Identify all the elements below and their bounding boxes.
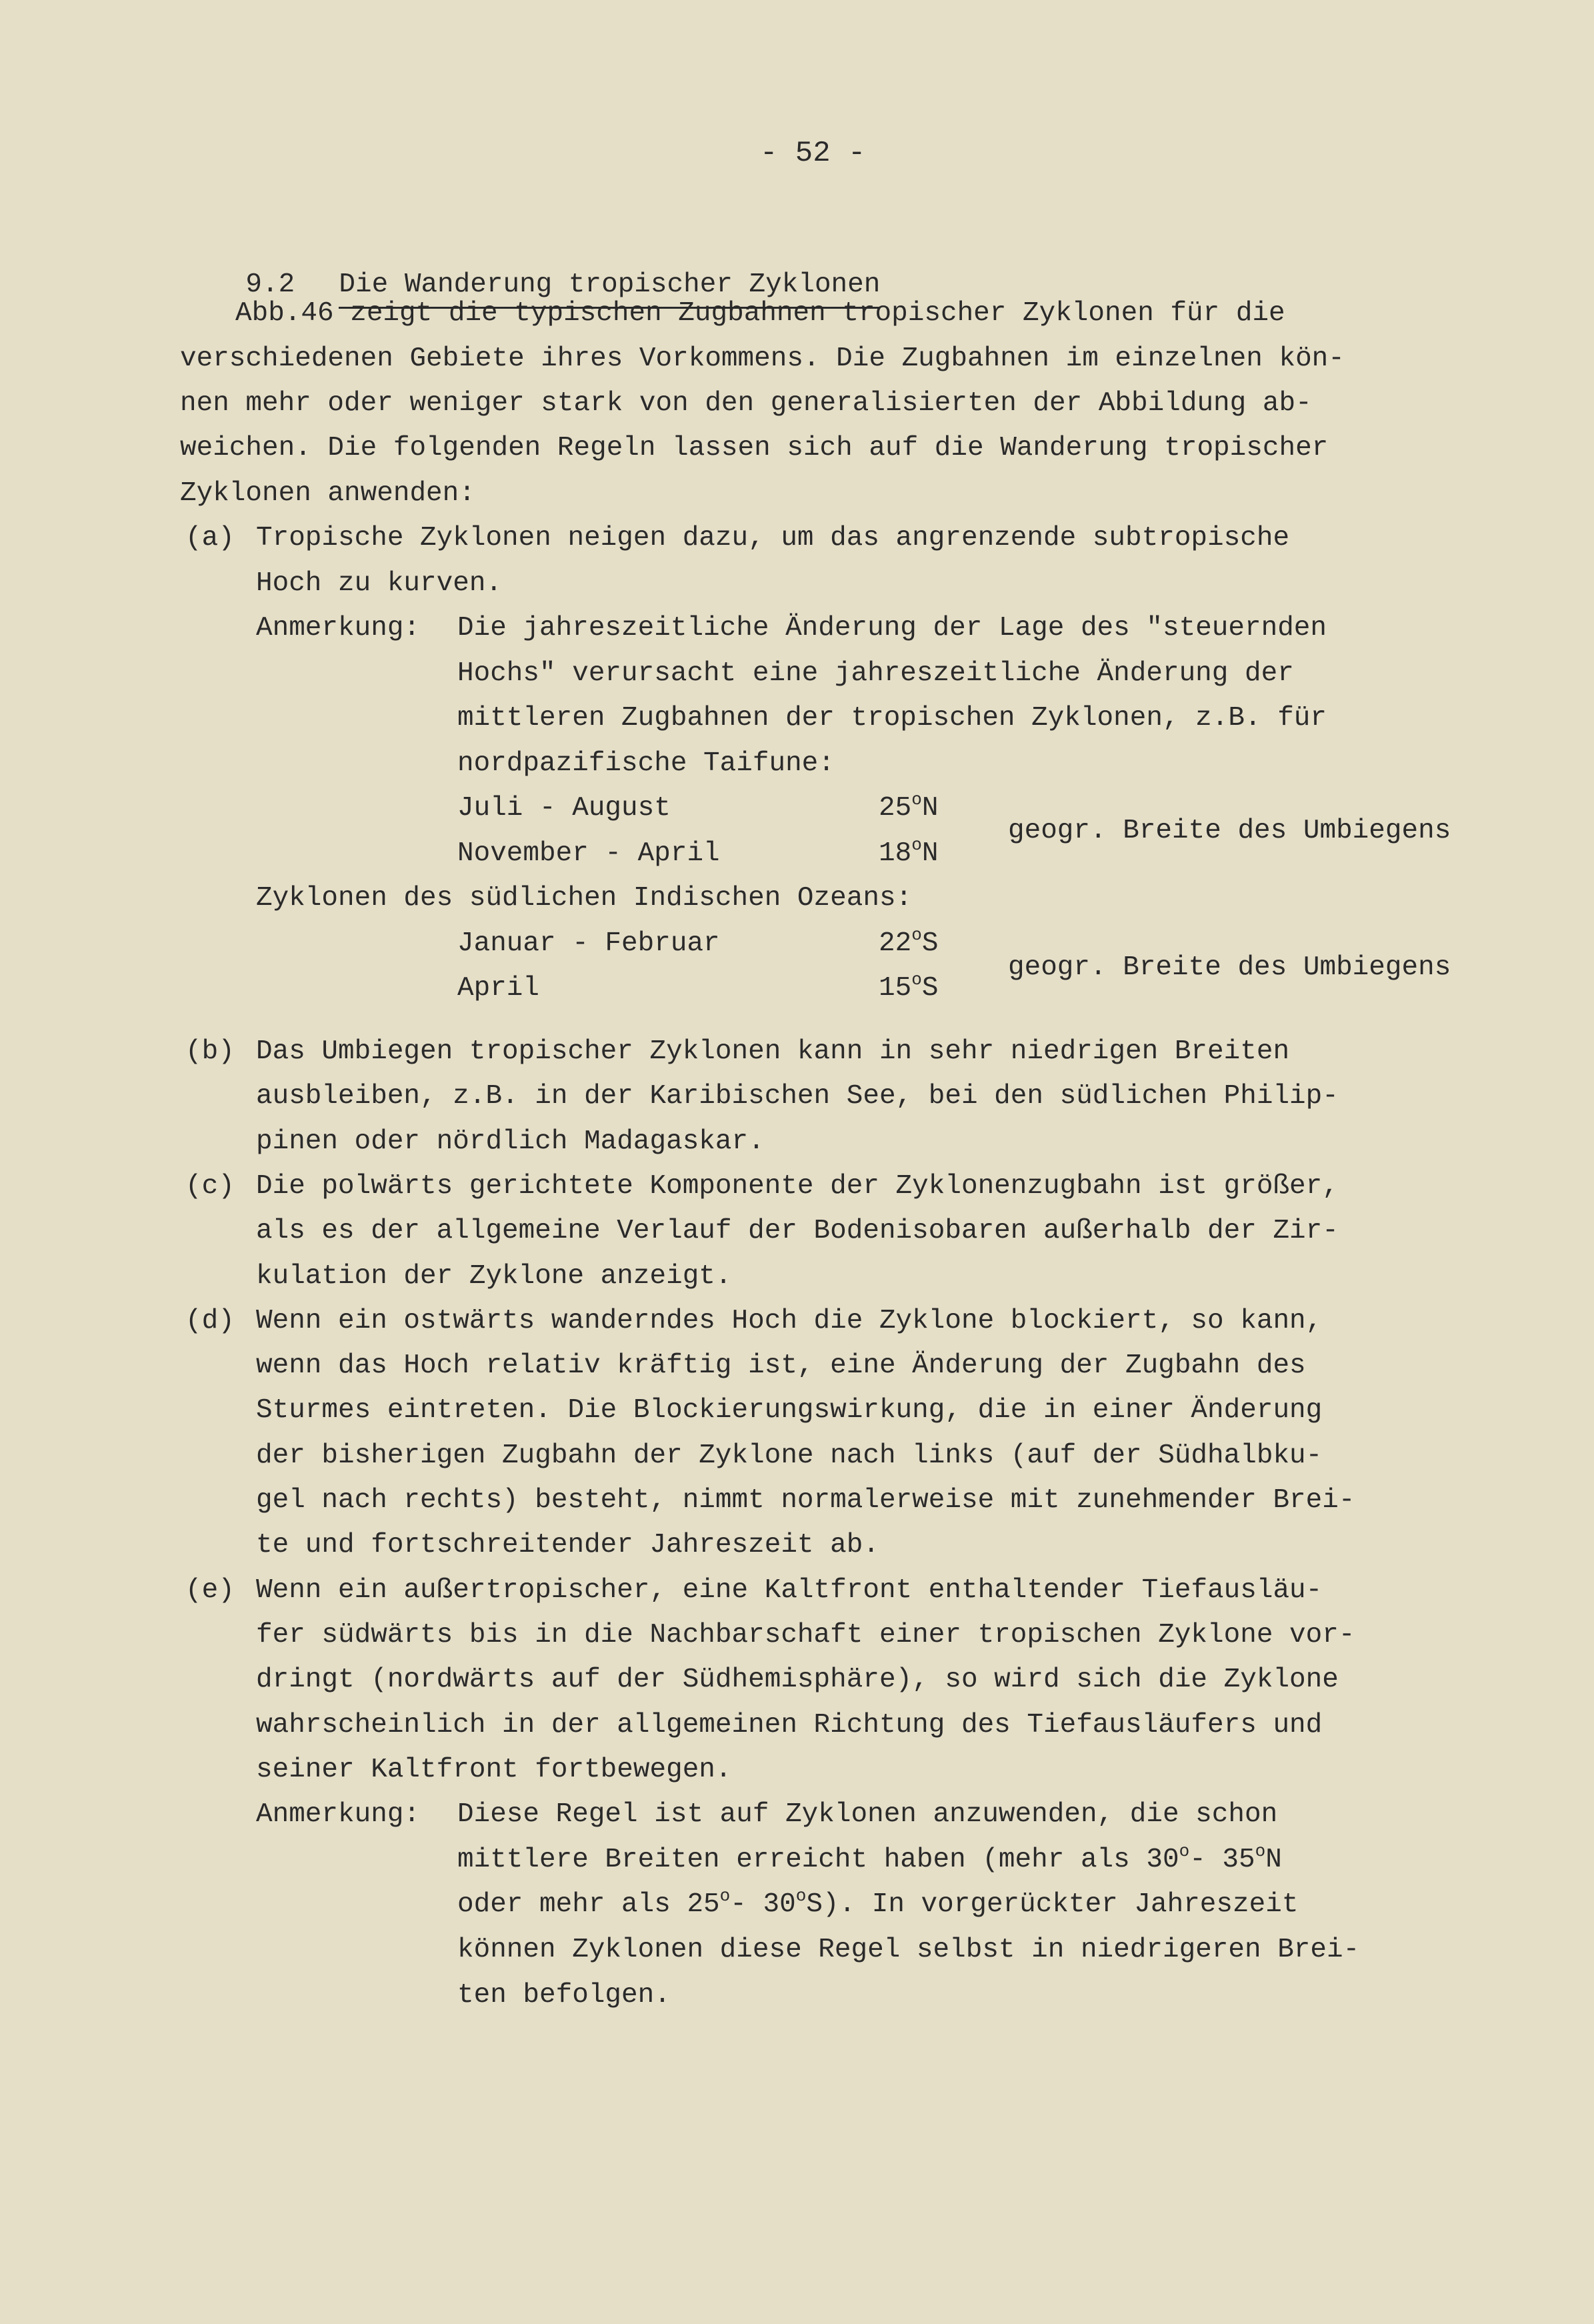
rule-a-line: Tropische Zyklonen neigen dazu, um das angrenzende subtropische bbox=[256, 523, 1290, 553]
intro-line: verschiedenen Gebiete ihres Vorkommens. Die Zugbahnen im einzelnen kön- bbox=[180, 343, 1345, 374]
rule-d-line: te und fortschreitender Jahreszeit ab. bbox=[256, 1530, 879, 1560]
intro-line: nen mehr oder weniger stark von den generalisierten der Abbildung ab- bbox=[180, 388, 1312, 419]
rule-b-line: pinen oder nördlich Madagaskar. bbox=[256, 1126, 765, 1157]
rule-c-line: als es der allgemeine Verlauf der Bodenisobaren außerhalb der Zir- bbox=[256, 1216, 1339, 1246]
latitude-note: geogr. Breite des Umbiegens bbox=[1008, 952, 1451, 983]
rule-c-line: Die polwärts gerichtete Komponente der Zyklonenzugbahn ist größer, bbox=[256, 1171, 1339, 1202]
rule-d-line: Wenn ein ostwärts wanderndes Hoch die Zyklone blockiert, so kann, bbox=[256, 1306, 1323, 1336]
latitude-note: geogr. Breite des Umbiegens bbox=[1008, 816, 1451, 846]
page-number: - 52 - bbox=[760, 137, 866, 170]
rule-b-line: ausbleiben, z.B. in der Karibischen See, bei den südlichen Philip- bbox=[256, 1081, 1339, 1112]
note-line: können Zyklonen diese Regel selbst in niedrigeren Brei- bbox=[457, 1935, 1360, 1965]
latitude-value: 25$^o$N bbox=[879, 790, 939, 824]
season-period: April bbox=[457, 973, 540, 1004]
intro-line: Abb.46 zeigt die typischen Zugbahnen tropischer Zyklonen für die bbox=[235, 298, 1285, 329]
note-line: oder mehr als 25$^o$- 30$^o$S). In vorgerückter Jahreszeit bbox=[457, 1886, 1299, 1920]
rule-b-line: Das Umbiegen tropischer Zyklonen kann in sehr niedrigen Breiten bbox=[256, 1036, 1290, 1067]
rule-c-line: kulation der Zyklone anzeigt. bbox=[256, 1261, 732, 1292]
rule-label-b: (b) bbox=[185, 1036, 235, 1067]
rule-a-line: Hoch zu kurven. bbox=[256, 568, 503, 599]
rule-label-d: (d) bbox=[185, 1306, 235, 1336]
rule-d-line: der bisherigen Zugbahn der Zyklone nach links (auf der Südhalbku- bbox=[256, 1440, 1323, 1471]
rule-e-line: fer südwärts bis in die Nachbarschaft einer tropischen Zyklone vor- bbox=[256, 1620, 1355, 1650]
note-label: Anmerkung: bbox=[256, 613, 421, 644]
season-period: November - April bbox=[457, 838, 720, 869]
latitude-value: 22$^o$S bbox=[879, 925, 939, 959]
rule-e-line: Wenn ein außertropischer, eine Kaltfront enthaltender Tiefausläu- bbox=[256, 1575, 1323, 1606]
note-line: Diese Regel ist auf Zyklonen anzuwenden, die schon bbox=[457, 1799, 1278, 1830]
season-period: Juli - August bbox=[457, 793, 671, 824]
note-line: Die jahreszeitliche Änderung der Lage des "steuernden bbox=[457, 613, 1327, 644]
note-line: Hochs" verursacht eine jahreszeitliche Änderung der bbox=[457, 658, 1294, 689]
rule-e-line: dringt (nordwärts auf der Südhemisphäre), so wird sich die Zyklone bbox=[256, 1664, 1339, 1695]
note-label: Anmerkung: bbox=[256, 1799, 421, 1830]
rule-d-line: gel nach rechts) besteht, nimmt normalerweise mit zunehmender Brei- bbox=[256, 1485, 1355, 1516]
section-number: 9.2 bbox=[245, 269, 295, 300]
intro-line: weichen. Die folgenden Regeln lassen sich auf die Wanderung tropischer bbox=[180, 433, 1329, 463]
rule-d-line: wenn das Hoch relativ kräftig ist, eine Änderung der Zugbahn des bbox=[256, 1350, 1306, 1381]
intro-line: Zyklonen anwenden: bbox=[180, 478, 475, 509]
latitude-value: 18$^o$N bbox=[879, 835, 939, 869]
latitude-value: 15$^o$S bbox=[879, 970, 939, 1004]
note-line: mittlere Breiten erreicht haben (mehr als 30$^o$- 35$^o$N bbox=[457, 1841, 1282, 1875]
section-title: Die Wanderung tropischer Zyklonen bbox=[339, 269, 880, 309]
rule-d-line: Sturmes eintreten. Die Blockierungswirkung, die in einer Änderung bbox=[256, 1395, 1323, 1426]
rule-e-line: seiner Kaltfront fortbewegen. bbox=[256, 1755, 732, 1785]
indian-ocean-label: Zyklonen des südlichen Indischen Ozeans: bbox=[256, 883, 913, 914]
rule-label-a: (a) bbox=[185, 523, 235, 553]
season-period: Januar - Februar bbox=[457, 928, 720, 959]
rule-label-e: (e) bbox=[185, 1575, 235, 1606]
rule-label-c: (c) bbox=[185, 1171, 235, 1202]
note-line: ten befolgen. bbox=[457, 1980, 671, 2011]
rule-e-line: wahrscheinlich in der allgemeinen Richtung des Tiefausläufers und bbox=[256, 1710, 1323, 1740]
note-line: nordpazifische Taifune: bbox=[457, 748, 835, 779]
note-line: mittleren Zugbahnen der tropischen Zyklonen, z.B. für bbox=[457, 703, 1327, 734]
